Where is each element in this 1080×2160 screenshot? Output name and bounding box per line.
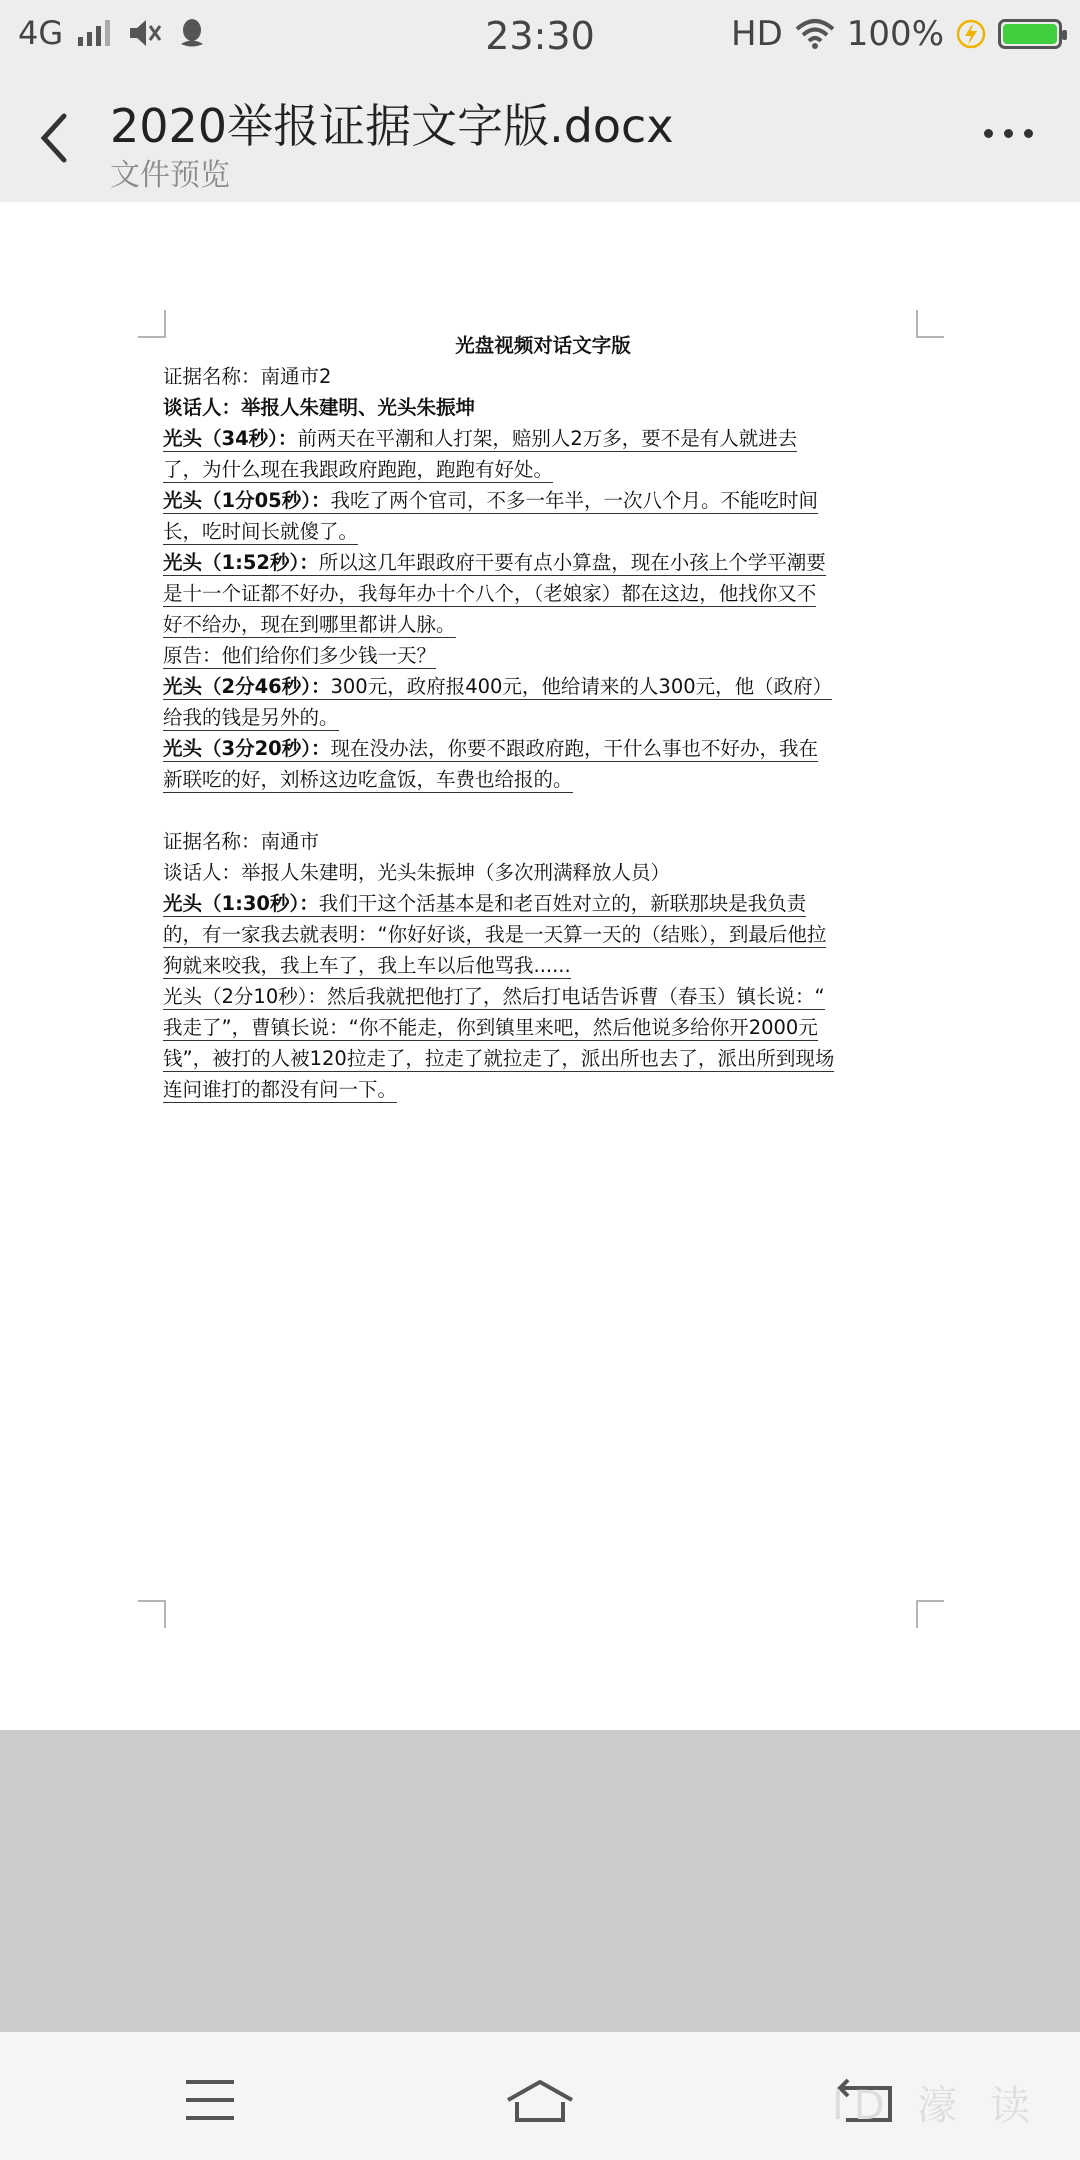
transcript-line: [163, 733, 923, 764]
paragraph-gap: [163, 795, 923, 826]
evidence-name: 证据名称：南通市2: [163, 365, 332, 388]
transcript-line: [163, 454, 923, 485]
status-right: [731, 14, 1062, 54]
speaker-label: 光头（1分05秒）：: [163, 489, 331, 512]
transcript-line: [163, 950, 923, 981]
transcript-line: [163, 423, 923, 454]
transcript-line: [163, 702, 923, 733]
transcript-text: 是十一个证都不好办，我每年办十个八个，（老娘家）都在这边，他找你又不: [163, 582, 817, 605]
menu-icon: [172, 2072, 252, 2128]
watermark: ID 濠 读: [831, 2083, 1040, 2129]
transcript-line: [163, 888, 923, 919]
speakers: 谈话人：举报人朱建明、光头朱振坤: [163, 396, 476, 419]
transcript-text: 新联吃的好，刘桥这边吃盒饭，车费也给报的。: [163, 768, 573, 791]
preview-background: [0, 1730, 1080, 2032]
transcript-line: [163, 1074, 923, 1105]
back-button[interactable]: [26, 102, 86, 172]
transcript-line: [163, 609, 923, 640]
transcript-text: 狗就来咬我，我上车了，我上车以后他骂我......: [163, 954, 571, 977]
chevron-left-icon: [26, 102, 86, 172]
transcript-text: 给我的钱是另外的。: [163, 706, 339, 729]
transcript-line: [163, 981, 923, 1012]
transcript-text: 前两天在平潮和人打架，赔别人2万多，要不是有人就进去: [297, 427, 798, 450]
page-corner-mark: [138, 1600, 166, 1628]
speaker-label: 光头（34秒）：: [163, 427, 298, 450]
battery-level: [1003, 24, 1057, 44]
transcript-text: 原告：他们给你们多少钱一天？: [163, 644, 437, 667]
document-preview[interactable]: [0, 202, 1080, 1730]
transcript-line: [163, 1043, 923, 1074]
home-icon: [500, 2072, 580, 2128]
transcript-text: 好不给办，现在到哪里都讲人脉。: [163, 613, 456, 636]
menu-button[interactable]: [172, 2072, 252, 2128]
speaker-label: 光头（2分46秒）：: [163, 675, 331, 698]
hd-indicator: HD: [731, 14, 783, 54]
transcript-line: [163, 578, 923, 609]
more-options-button[interactable]: [984, 118, 1040, 148]
speaker-label: 光头（3分20秒）：: [163, 737, 331, 760]
network-type: 4G: [18, 14, 64, 52]
dot-icon: [984, 129, 993, 138]
transcript-text: 的，有一家我去就表明：“你好好谈，我是一天算一天的（结账），到最后他拉: [163, 923, 827, 946]
transcript-line: [163, 640, 923, 671]
transcript-text: 我们干这个活基本是和老百姓对立的，新联那块是我负责: [318, 892, 807, 915]
transcript-text: 连问谁打的都没有问一下。: [163, 1078, 398, 1101]
evidence-name: 证据名称：南通市: [163, 830, 320, 853]
transcript-line: [163, 516, 923, 547]
wifi-icon: [795, 18, 835, 50]
dot-icon: [1024, 129, 1033, 138]
transcript-text: 300元，政府报400元，他给请来的人300元，他（政府）: [330, 675, 833, 698]
battery-icon: [998, 19, 1062, 49]
transcript-line: [163, 764, 923, 795]
clock: 23:30: [485, 14, 595, 58]
home-button[interactable]: [500, 2072, 580, 2128]
document-title: 光盘视频对话文字版: [455, 334, 631, 357]
transcript-text: 了，为什么现在我跟政府跑跑，跑跑有好处。: [163, 458, 554, 481]
navigation-bar: [0, 2032, 1080, 2160]
transcript-line: [163, 919, 923, 950]
battery-percent: 100%: [846, 14, 944, 54]
transcript-line: [163, 671, 923, 702]
transcript-text: 所以这几年跟政府干要有点小算盘，现在小孩上个学平潮要: [318, 551, 826, 574]
transcript-text: 钱”，被打的人被120拉走了，拉走了就拉走了，派出所也去了，派出所到现场: [163, 1047, 835, 1070]
speaker-label: 光头（1:30秒）：: [163, 892, 319, 915]
document-page: [163, 330, 923, 1105]
status-bar: [0, 0, 1080, 74]
page-corner-mark: [138, 310, 166, 338]
speakers: 谈话人：举报人朱建明，光头朱振坤（多次刑满释放人员）: [163, 861, 671, 884]
transcript-text: 现在没办法，你要不跟政府跑，干什么事也不好办，我在: [330, 737, 818, 760]
transcript-text: 我吃了两个官司，不多一年半，一次八个月。不能吃时间: [330, 489, 818, 512]
dot-icon: [1004, 129, 1013, 138]
transcript-text: 光头（2分10秒）：然后我就把他打了，然后打电话告诉曹（春玉）镇长说：“: [163, 985, 825, 1008]
speaker-label: 光头（1:52秒）：: [163, 551, 319, 574]
page-corner-mark: [916, 1600, 944, 1628]
file-subtitle: 文件预览: [110, 158, 230, 193]
transcript-text: 我走了”，曹镇长说：“你不能走，你到镇里来吧，然后他说多给你开2000元: [163, 1016, 818, 1039]
charging-icon: [956, 19, 986, 49]
file-title: 2020举报证据文字版.docx: [110, 99, 674, 153]
transcript-text: 长，吃时间长就傻了。: [163, 520, 359, 543]
transcript-line: [163, 547, 923, 578]
app-bar: [0, 74, 1080, 202]
transcript-line: [163, 485, 923, 516]
transcript-line: [163, 1012, 923, 1043]
